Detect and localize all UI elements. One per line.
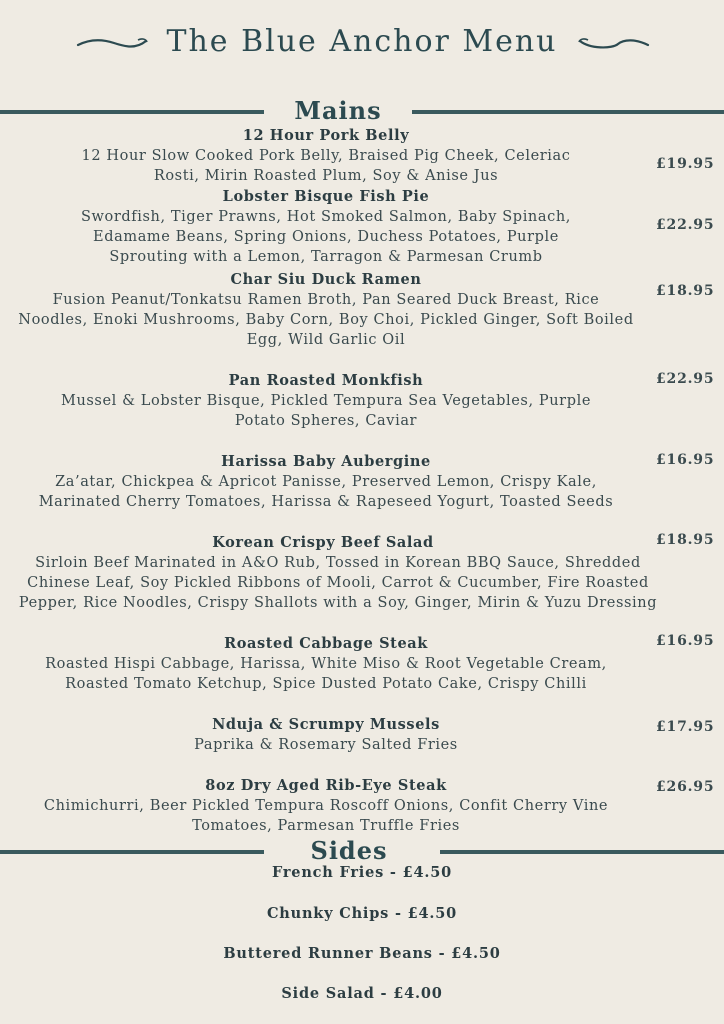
dish-price: £16.95 — [656, 633, 715, 649]
menu-item-duck-ramen — [16, 270, 636, 351]
dish-description: Sirloin Beef Marinated in A&O Rub, Tossed in Korean BBQ Sauce, Shredded Chinese Leaf, Soy Pickled Ribbons of Mooli, Carrot & Cucumber, Fire Roasted Pepper, Rice Noodles, Crispy Shallots with a Soy, Ginger, Mirin & Yuzu Dressing — [18, 555, 658, 612]
mains-heading: Mains — [294, 96, 382, 125]
dish-name: 8oz Dry Aged Rib-Eye Steak — [205, 777, 447, 794]
dish-name: Korean Crispy Beef Salad — [212, 534, 434, 551]
dish-description: Mussel & Lobster Bisque, Pickled Tempura Sea Vegetables, Purple Potato Spheres, Caviar — [61, 393, 591, 430]
dish-price: £19.95 — [656, 156, 715, 172]
left-flourish-icon — [76, 36, 148, 52]
side-item: French Fries - £4.50 — [272, 864, 452, 881]
dish-price: £26.95 — [656, 779, 715, 795]
sides-heading: Sides — [310, 836, 388, 865]
dish-name: Roasted Cabbage Steak — [224, 635, 428, 652]
dish-description: Paprika & Rosemary Salted Fries — [194, 737, 458, 753]
dish-name: Lobster Bisque Fish Pie — [222, 188, 430, 205]
divider — [412, 110, 724, 114]
menu-item-cabbage-steak — [16, 634, 636, 694]
dish-description: Swordfish, Tiger Prawns, Hot Smoked Salmon, Baby Spinach, Edamame Beans, Spring Onions, Duchess Potatoes, Purple Sprouting with a Lemon, Tarragon & Parmesan Crumb — [81, 209, 571, 266]
menu-header — [0, 22, 724, 62]
sides-section-header — [0, 836, 724, 866]
menu-item-pork-belly — [16, 126, 636, 186]
dish-description: Za’atar, Chickpea & Apricot Panisse, Preserved Lemon, Crispy Kale, Marinated Cherry Tomatoes, Harissa & Rapeseed Yogurt, Toasted Seeds — [38, 474, 614, 511]
menu-item-mussels — [16, 715, 636, 755]
dish-price: £22.95 — [656, 371, 715, 387]
dish-description: Chimichurri, Beer Pickled Tempura Roscoff Onions, Confit Cherry Vine Tomatoes, Parmesan Truffle Fries — [43, 798, 609, 835]
dish-name: Char Siu Duck Ramen — [230, 271, 422, 288]
side-item: Side Salad - £4.00 — [281, 985, 443, 1002]
dish-name: Nduja & Scrumpy Mussels — [212, 716, 440, 733]
dish-description: Roasted Hispi Cabbage, Harissa, White Miso & Root Vegetable Cream, Roasted Tomato Ketchup, Spice Dusted Potato Cake, Crispy Chilli — [45, 656, 607, 693]
dish-name: Harissa Baby Aubergine — [221, 453, 431, 470]
dish-name: 12 Hour Pork Belly — [242, 127, 410, 144]
right-flourish-icon — [578, 36, 650, 52]
menu-item-fish-pie — [16, 187, 636, 268]
divider — [0, 850, 264, 854]
menu-item-monkfish — [16, 371, 636, 431]
dish-description: Fusion Peanut/Tonkatsu Ramen Broth, Pan Seared Duck Breast, Rice Noodles, Enoki Mushrooms, Baby Corn, Boy Choi, Pickled Ginger, Soft Boiled Egg, Wild Garlic Oil — [18, 292, 634, 349]
dish-price: £18.95 — [656, 532, 715, 548]
divider — [0, 110, 264, 114]
dish-price: £22.95 — [656, 217, 715, 233]
mains-section-header — [0, 96, 724, 126]
dish-price: £18.95 — [656, 283, 715, 299]
side-item: Chunky Chips - £4.50 — [266, 905, 458, 922]
dish-description: 12 Hour Slow Cooked Pork Belly, Braised Pig Cheek, Celeriac Rosti, Mirin Roasted Plum, Soy & Anise Jus — [81, 148, 571, 185]
side-item: Buttered Runner Beans - £4.50 — [223, 945, 501, 962]
menu-item-beef-salad — [8, 533, 668, 614]
dish-price: £16.95 — [656, 452, 715, 468]
page-title: The Blue Anchor Menu — [166, 24, 558, 59]
menu-item-aubergine — [16, 452, 636, 512]
divider — [440, 850, 724, 854]
dish-price: £17.95 — [656, 719, 715, 735]
menu-item-rib-eye — [16, 776, 636, 836]
dish-name: Pan Roasted Monkfish — [228, 372, 424, 389]
